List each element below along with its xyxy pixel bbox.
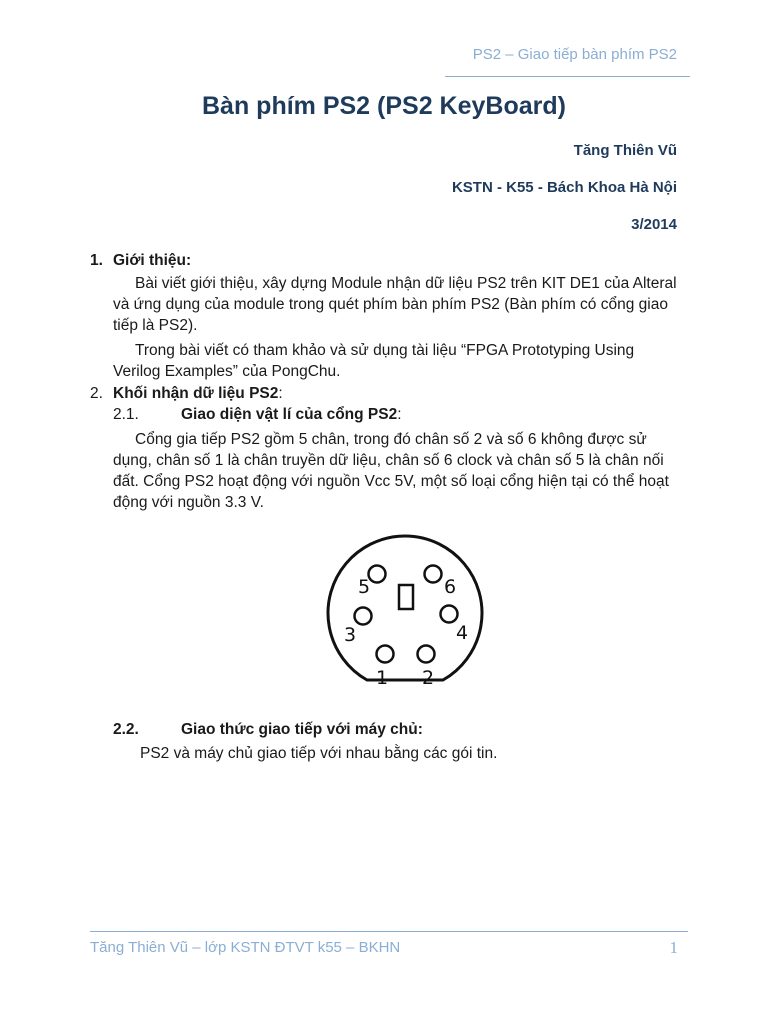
- subsection-2-1-heading: [113, 406, 402, 424]
- pin-label-3: 3: [344, 624, 357, 646]
- footer-text: Tăng Thiên Vũ – lớp KSTN ĐTVT k55 – BKHN: [90, 939, 401, 956]
- page-number: 1: [669, 938, 678, 957]
- pin-4: [441, 606, 458, 623]
- footer-rule: [90, 931, 688, 932]
- subsection-2-1-colon: :: [397, 406, 402, 423]
- pin-label-4: 4: [456, 622, 469, 644]
- ps2-connector-diagram: [325, 532, 485, 700]
- subsection-2-1-number: 2.1.: [113, 406, 139, 423]
- pin-2: [418, 646, 435, 663]
- affiliation: KSTN - K55 - Bách Khoa Hà Nội: [451, 179, 677, 196]
- subsection-2-2-heading: [113, 721, 423, 739]
- header-rule: [445, 76, 690, 77]
- document-title: Bàn phím PS2 (PS2 KeyBoard): [202, 92, 566, 120]
- pin-label-2: 2: [422, 667, 435, 689]
- subsection-2-1-paragraph: Cổng gia tiếp PS2 gồm 5 chân, trong đó chân số 2 và số 6 không được sử dụng, chân số 1 là chân truyền dữ liệu, chân số 6 clock và chân số 5 là chân nối đất. Cổng PS2 hoạt động với nguồn Vcc 5V, một số loại cổng hiện tại có thể hoạt động với nguồn 3.3 V.: [113, 431, 669, 511]
- subsection-2-2-paragraph: PS2 và máy chủ giao tiếp với nhau bằng các gói tin.: [140, 745, 498, 762]
- subsection-2-1-title: Giao diện vật lí của cổng PS2: [181, 406, 398, 423]
- running-header: PS2 – Giao tiếp bàn phím PS2: [472, 46, 677, 63]
- date: 3/2014: [631, 216, 677, 233]
- pin-5: [369, 566, 386, 583]
- pin-label-1: 1: [376, 667, 389, 689]
- section-2-title: Khối nhận dữ liệu PS2: [113, 385, 279, 402]
- subsection-2-2-title: Giao thức giao tiếp với máy chủ:: [181, 721, 423, 738]
- pin-6: [425, 566, 442, 583]
- pin-label-6: 6: [444, 576, 457, 598]
- section-1-number: 1.: [90, 252, 103, 269]
- pin-1: [377, 646, 394, 663]
- section-1-title: Giới thiệu:: [113, 252, 192, 269]
- section-1-paragraph-2: Trong bài viết có tham khảo và sử dụng tài liệu “FPGA Prototyping Using Verilog Examples” của PongChu.: [113, 342, 635, 380]
- pin-3: [355, 608, 372, 625]
- section-1-paragraph-1: Bài viết giới thiệu, xây dựng Module nhận dữ liệu PS2 trên KIT DE1 của Alteral và ứng dụng của module trong quét phím bàn phím PS2 (Bàn phím có cổng giao tiếp là PS2).: [113, 275, 677, 334]
- subsection-2-2-number: 2.2.: [113, 721, 139, 738]
- section-2-number: 2.: [90, 385, 103, 402]
- pin-label-5: 5: [358, 576, 371, 598]
- author: Tăng Thiên Vũ: [573, 142, 677, 159]
- section-2-heading: [90, 385, 283, 403]
- connector-key: [399, 585, 413, 609]
- section-2-colon: :: [278, 385, 283, 402]
- section-1-heading: [90, 252, 191, 270]
